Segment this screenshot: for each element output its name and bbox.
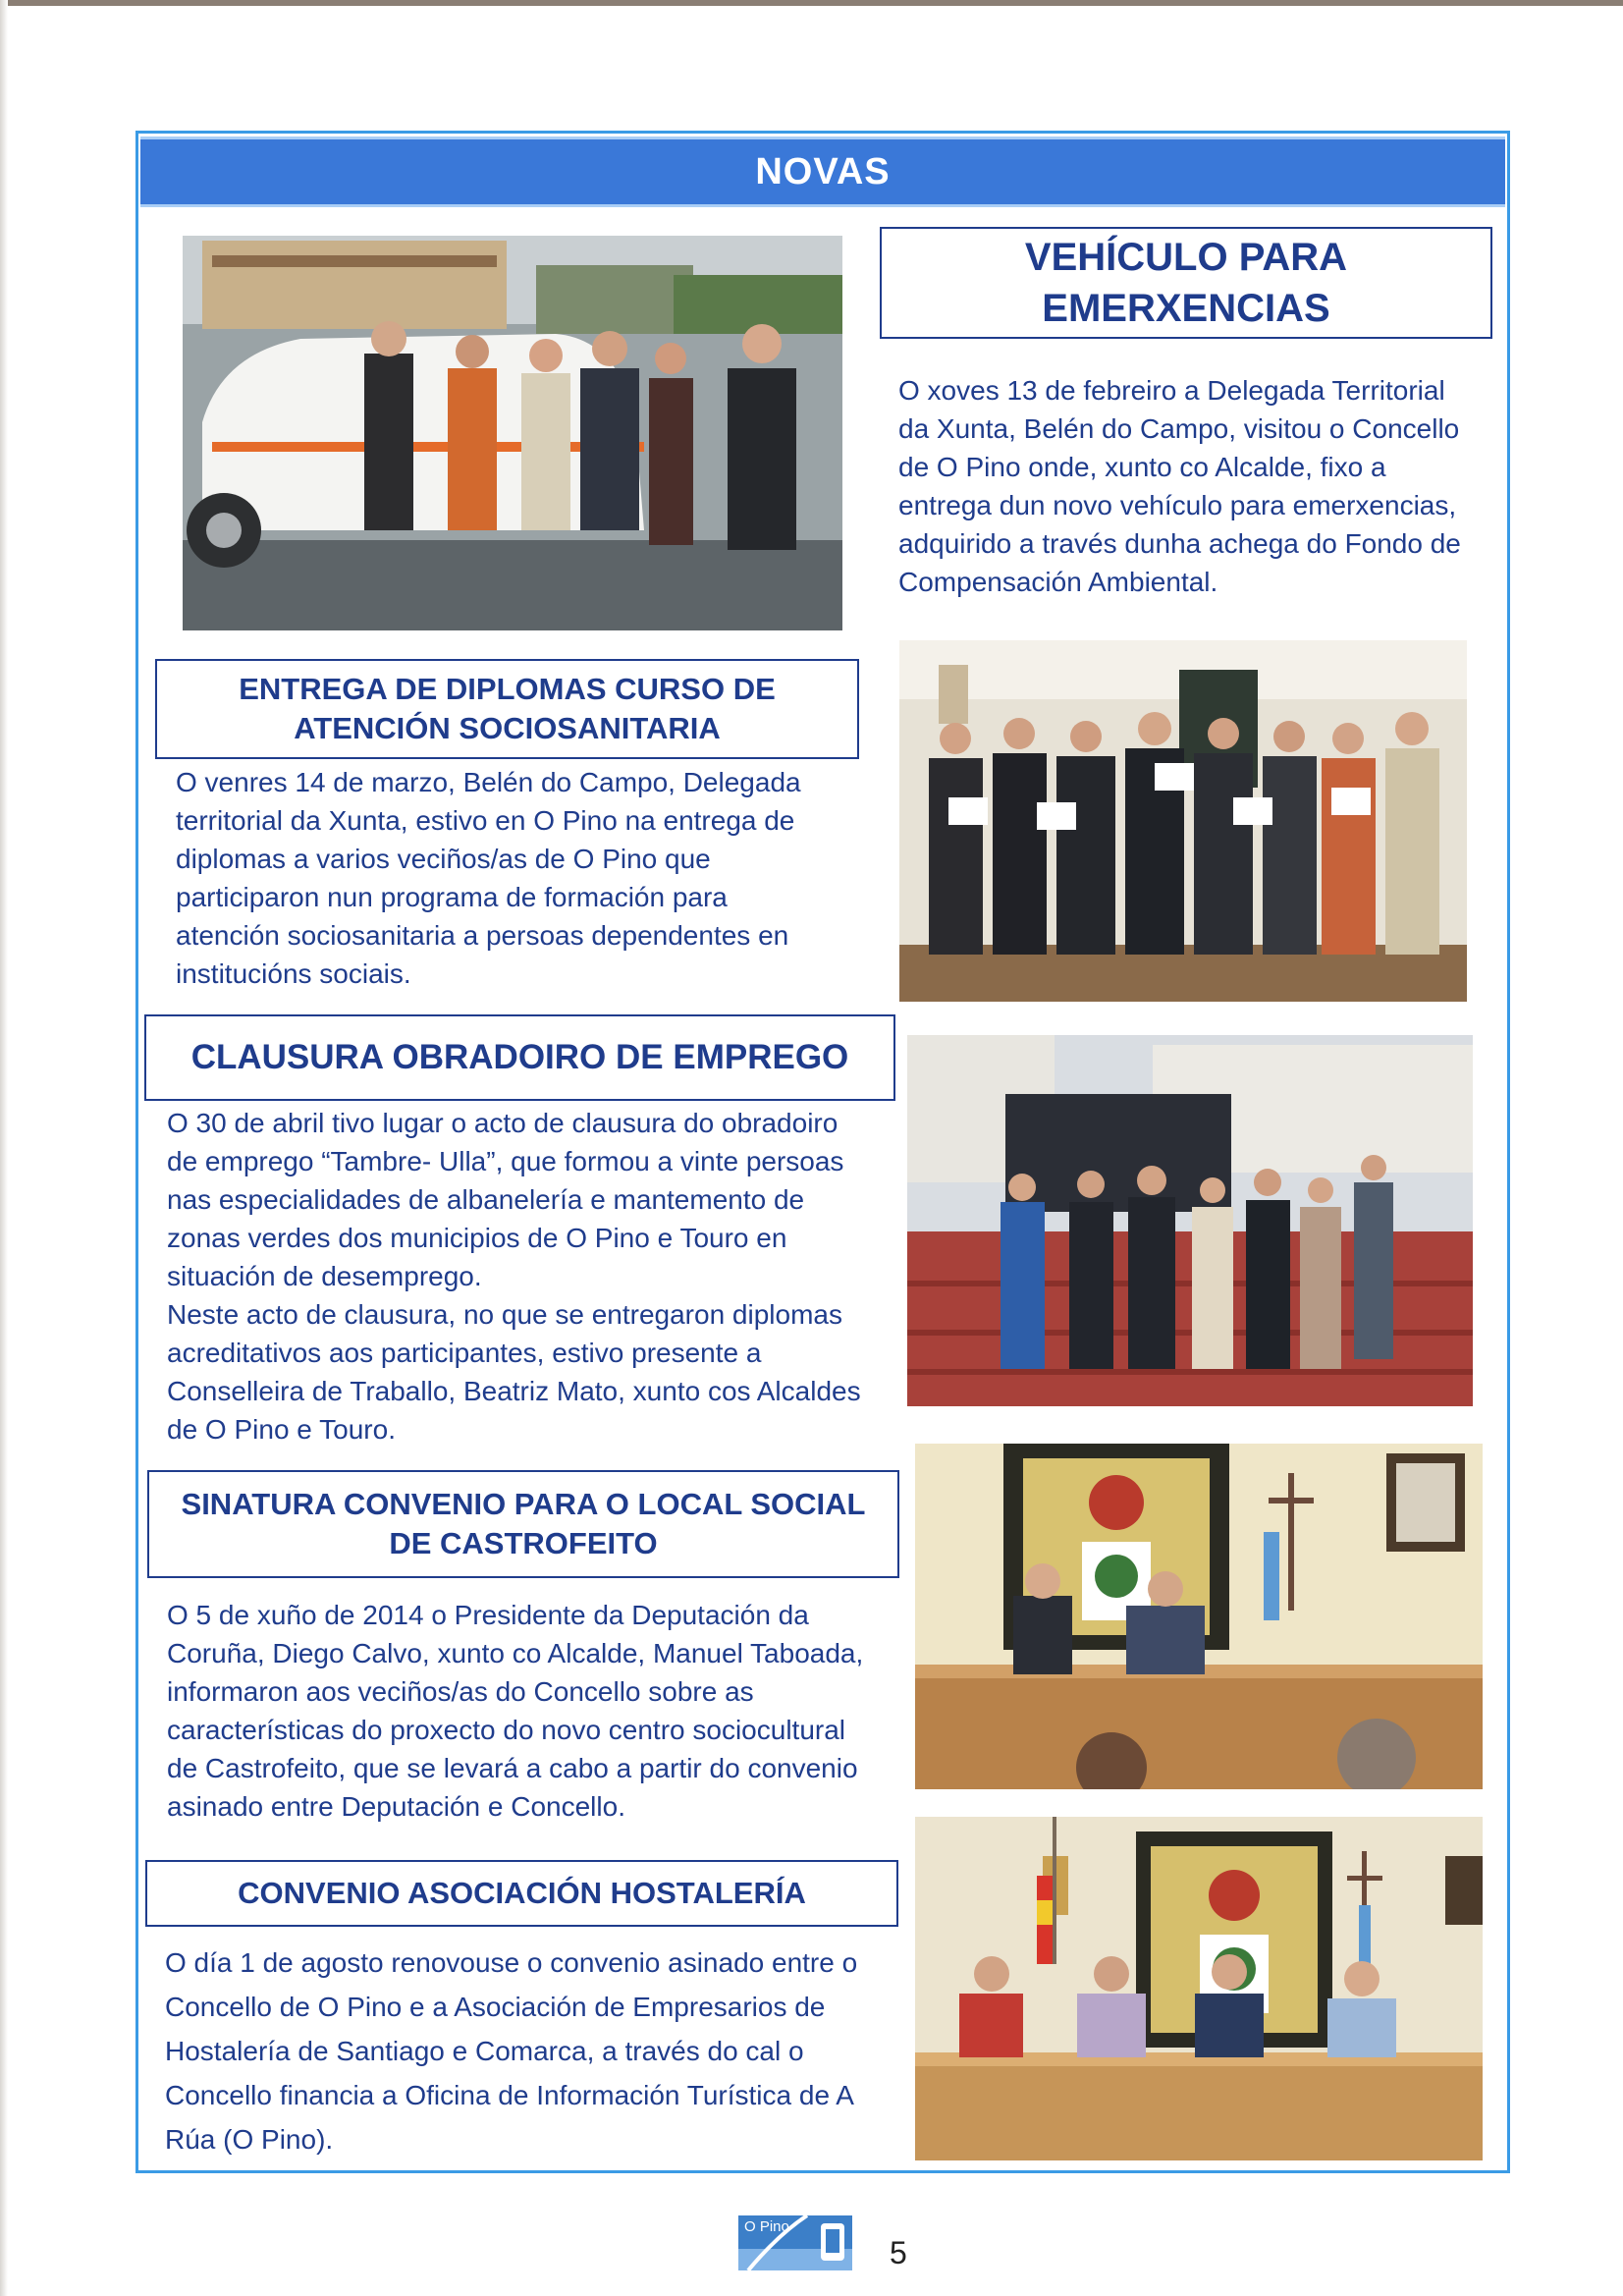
agreement-signing-photo-graphic [915,1444,1483,1789]
section-title: NOVAS [755,150,891,192]
article-agreement-body: O 5 de xuño de 2014 o Presidente da Deputación da Coruña, Diego Calvo, xunto co Alcalde, Manuel Taboada, informaron aos veciños/as do Concello sobre as características do proxecto do novo centro sociocultural de Castrofeito, que se levará a cabo a partir do convenio asinado entre Deputación e Concello. [167,1600,864,1822]
workshop-closing-photo-graphic [907,1035,1473,1406]
municipality-logo [738,2215,852,2270]
article-workshop-body: O 30 de abril tivo lugar o acto de clausura do obradoiro de emprego “Tambre- Ulla”, que formou a vinte persoas nas especialidades de albanelería e mantemento de zonas verdes dos municipios de O Pino e Touro en situación de desemprego. Neste acto de clausura, no que se entregaron diplomas acreditativos aos participantes, estivo presente a Conselleira de Traballo, Beatriz Mato, xunto cos Alcaldes de O Pino e Touro. [167,1108,861,1445]
article-vehicle-title-line-2: EMERXENCIAS [1042,287,1330,330]
article-agreement-title-line-1: SINATURA CONVENIO PARA O LOCAL SOCIAL [181,1486,866,1521]
article-workshop-title-line-1: CLAUSURA OBRADOIRO DE EMPREGO [190,1038,849,1077]
page-number: 5 [890,2235,907,2270]
article-hospitality-title [145,1860,898,1927]
emergency-vehicle-photo-graphic [183,236,842,630]
article-agreement-title [147,1470,899,1578]
o-pino-logo-graphic [738,2215,852,2270]
article-hospitality-title-line-1: CONVENIO ASOCIACIÓN HOSTALERÍA [238,1875,806,1910]
photo-hospitality-agreement [915,1817,1483,2160]
page-top-edge [0,0,1623,6]
article-vehicle-title-line-1: VEHÍCULO PARA [1024,236,1348,279]
photo-emergency-vehicle [183,236,842,630]
photo-agreement-signing [915,1444,1483,1789]
article-vehicle-body: O xoves 13 de febreiro a Delegada Territorial da Xunta, Belén do Campo, visitou o Concello de O Pino onde, xunto co Alcalde, fixo a entrega dun novo vehículo para emerxencias, adquirido a través dunha achega do Fondo de Compensación Ambiental. [898,375,1461,597]
article-workshop-title [144,1014,895,1101]
article-diplomas-title-line-1: ENTREGA DE DIPLOMAS CURSO DE [239,671,776,706]
article-vehicle-title [880,227,1492,339]
photo-workshop-closing [907,1035,1473,1406]
logo-text: O Pino [744,2218,789,2235]
article-diplomas-body: O venres 14 de marzo, Belén do Campo, Delegada territorial da Xunta, estivo en O Pino na entrega de diplomas a varios veciños/as de O Pino que participaron nun programa de formación para atención sociosanitaria a persoas dependentes en institucións sociais. [176,767,801,989]
article-diplomas-title-line-2: ATENCIÓN SOCIOSANITARIA [294,711,721,745]
page-binding-shadow [0,0,8,2296]
article-diplomas-title [155,659,859,759]
hospitality-agreement-photo-graphic [915,1817,1483,2160]
article-hospitality-body: O día 1 de agosto renovouse o convenio asinado entre o Concello de O Pino e a Asociación de Empresarios de Hostalería de Santiago e Comarca, a través do cal o Concello financia a Oficina de Información Turística de A Rúa (O Pino). [165,1947,858,2155]
section-banner [140,137,1505,207]
diploma-ceremony-photo-graphic [899,640,1467,1002]
article-agreement-title-line-2: DE CASTROFEITO [389,1526,658,1560]
photo-diploma-ceremony [899,640,1467,1002]
